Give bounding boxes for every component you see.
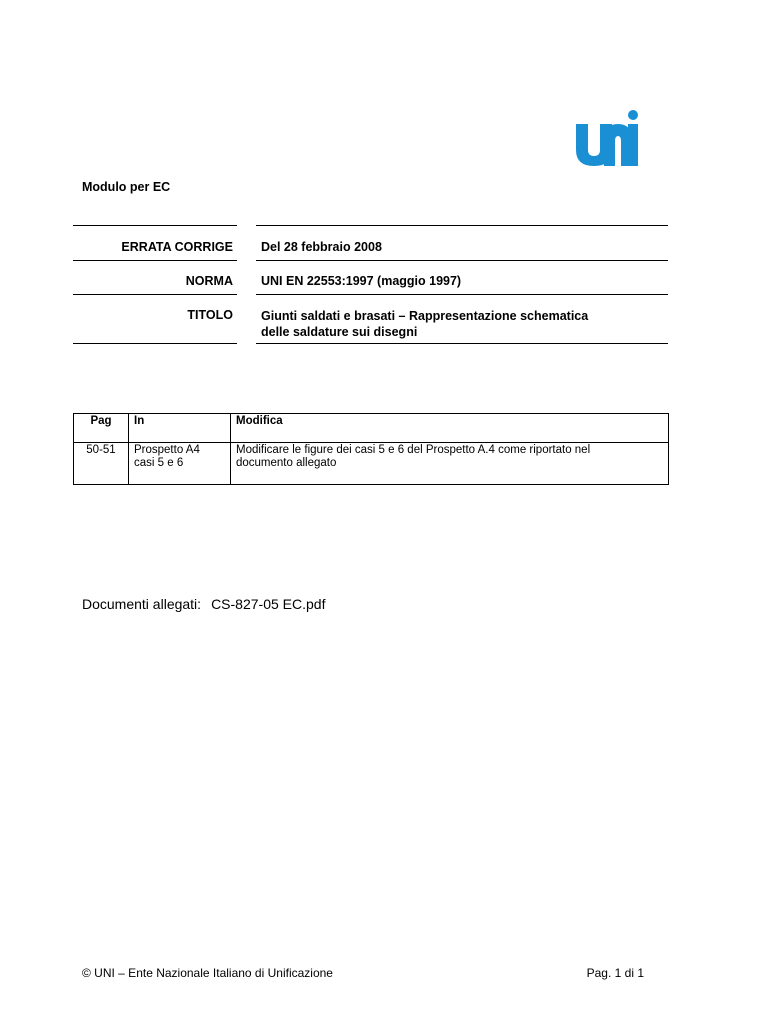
attachments-file: CS-827-05 EC.pdf: [211, 596, 326, 612]
col-header-in: In: [129, 414, 231, 443]
logo-letter-n: [604, 124, 632, 166]
logo-letter-i: [628, 124, 638, 166]
uni-logo: [574, 110, 640, 168]
errata-label: ERRATA CORRIGE: [121, 240, 233, 254]
cell-modifica-line1: Modificare le figure dei casi 5 e 6 del Prospetto A.4 come riportato nel: [236, 444, 591, 456]
titolo-value-line2: delle saldature sui disegni: [261, 325, 418, 339]
header-rule: [256, 225, 668, 226]
col-header-pag: Pag: [74, 414, 129, 443]
header-rule: [73, 260, 237, 261]
header-rule: [256, 260, 668, 261]
header-rule: [256, 343, 668, 344]
header-rule: [73, 294, 237, 295]
table-row: [74, 443, 669, 485]
table-header-row: [74, 414, 669, 443]
errata-value: Del 28 febbraio 2008: [261, 240, 382, 254]
col-header-modifica: Modifica: [231, 414, 669, 443]
cell-in-line1: Prospetto A4: [134, 444, 200, 456]
cell-in-line2: casi 5 e 6: [134, 457, 184, 469]
footer-copyright: © UNI – Ente Nazionale Italiano di Unificazione: [82, 966, 333, 980]
attachments-line: [82, 596, 325, 612]
cell-modifica-line2: documento allegato: [236, 457, 337, 469]
modification-table: [73, 413, 669, 485]
titolo-label: TITOLO: [187, 308, 233, 322]
header-rule: [73, 343, 237, 344]
module-label: Modulo per EC: [82, 180, 171, 194]
attachments-label: Documenti allegati:: [82, 596, 202, 612]
titolo-value-line1: Giunti saldati e brasati – Rappresentazione schematica: [261, 309, 589, 323]
cell-in: [129, 443, 231, 485]
norma-value: UNI EN 22553:1997 (maggio 1997): [261, 274, 462, 288]
header-rule: [256, 294, 668, 295]
header-rule: [73, 225, 237, 226]
cell-pag: 50-51: [74, 443, 129, 485]
cell-modifica: [231, 443, 669, 485]
titolo-value: [261, 308, 588, 340]
logo-dot: [628, 110, 638, 120]
footer-page-number: Pag. 1 di 1: [586, 966, 644, 980]
norma-label: NORMA: [185, 274, 233, 288]
